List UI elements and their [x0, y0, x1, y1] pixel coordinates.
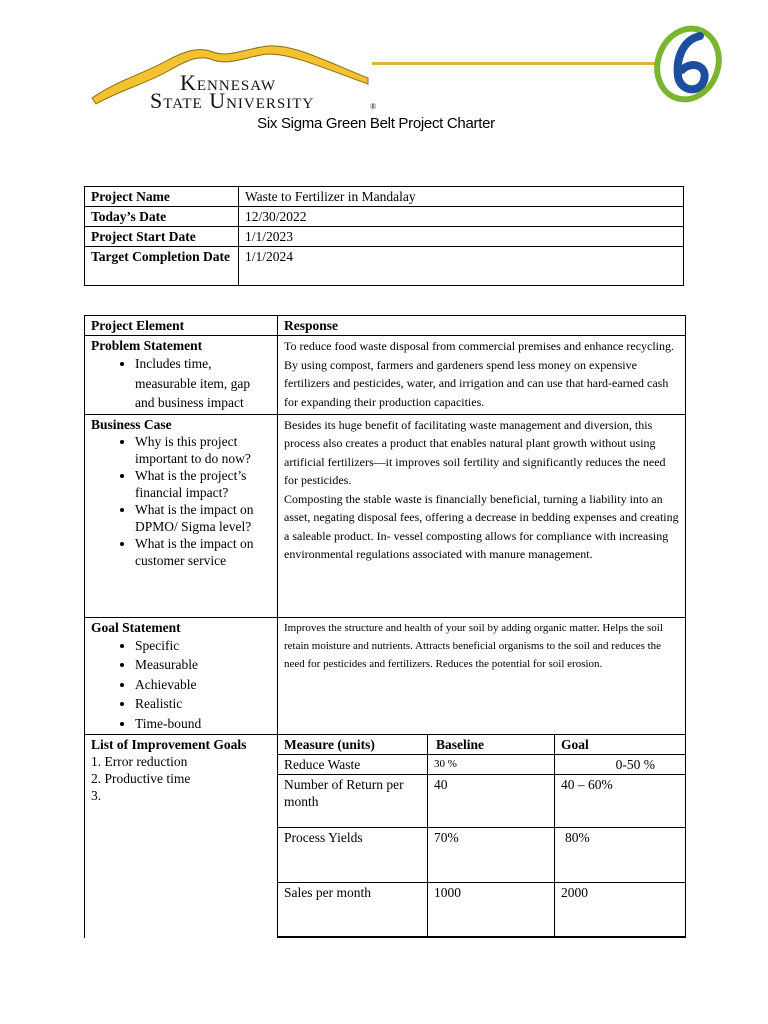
- business-case-response-p1: Besides its huge benefit of facilitating waste management and diversion, this process also creates a product that enables natural plant growth without using artificial fertilizers—it improves soil fertility and significantly reduces the need for pesticides.: [284, 417, 666, 487]
- start-date-label: Project Start Date: [85, 227, 239, 247]
- measure-cell: Reduce Waste: [278, 755, 428, 775]
- measure-cell: Number of Return per month: [278, 775, 428, 828]
- baseline-column-header: Baseline: [428, 735, 555, 755]
- goal-bullets: [91, 636, 271, 734]
- table-row: [85, 207, 684, 227]
- registered-mark: ®: [370, 102, 377, 111]
- baseline-cell: 70%: [428, 828, 555, 883]
- list-item: • Measurable: [135, 655, 271, 675]
- start-date-value: 1/1/2023: [239, 227, 684, 247]
- table-row: [85, 316, 686, 336]
- charter-table: [84, 315, 686, 938]
- table-row: [278, 883, 685, 937]
- business-bullets: [91, 433, 271, 569]
- improvement-goals-title: List of Improvement Goals: [91, 737, 247, 752]
- list-item: • Specific: [135, 636, 271, 656]
- project-name-value: Waste to Fertilizer in Mandalay: [239, 187, 684, 207]
- six-sigma-logo-icon: [652, 20, 732, 104]
- goal-cell: 80%: [555, 828, 686, 883]
- list-item: • Time-bound: [135, 714, 271, 734]
- table-row: [278, 828, 685, 883]
- completion-date-label: Target Completion Date: [85, 247, 239, 286]
- ksu-logo: [88, 40, 388, 118]
- table-row: [278, 775, 685, 828]
- list-item: • Realistic: [135, 694, 271, 714]
- goal-column-header: Goal: [555, 735, 686, 755]
- goal-cell: 0-50 %: [555, 755, 686, 775]
- table-row: [85, 617, 686, 735]
- list-item: • Why is this project important to do now?: [135, 433, 271, 467]
- goal-cell: 40 – 60%: [555, 775, 686, 828]
- baseline-cell: 1000: [428, 883, 555, 937]
- list-item: • What is the project’s financial impact?: [135, 467, 271, 501]
- completion-date-value: 1/1/2024: [239, 247, 684, 286]
- business-case-response-p2: Composting the stable waste is financially beneficial, turning a liability into an asset, negating disposal fees, offering a decrease in bedding expenses and creating a saleable product. In- vessel composting allows for compliance with increasing environmental regulations associated with manure management.: [284, 491, 679, 561]
- problem-bullets: [91, 354, 271, 413]
- list-item: 2. Productive time: [91, 771, 191, 786]
- baseline-cell: 40: [428, 775, 555, 828]
- table-row: [85, 336, 686, 415]
- table-row: [85, 735, 686, 938]
- logo-text-line2: State University: [150, 88, 315, 113]
- list-item: 1. Error reduction: [91, 754, 188, 769]
- todays-date-label: Today’s Date: [85, 207, 239, 227]
- list-item: • Includes time, measurable item, gap and business impact: [135, 354, 271, 413]
- measure-cell: Sales per month: [278, 883, 428, 937]
- goal-cell: 2000: [555, 883, 686, 937]
- element-column-header: Project Element: [85, 316, 278, 336]
- problem-statement-response: To reduce food waste disposal from commercial premises and enhance recycling. By using compost, farmers and gardeners spend less money on expensive fertilizers and pesticides, water, and irrigation and can use that hard-earned cash for expanding their production capacities.: [278, 336, 686, 415]
- project-name-label: Project Name: [85, 187, 239, 207]
- project-info-table: [84, 186, 684, 286]
- list-item: 3.: [91, 788, 102, 803]
- measure-column-header: Measure (units): [278, 735, 428, 755]
- business-case-title: Business Case: [91, 416, 172, 432]
- header-divider: [372, 62, 658, 65]
- logo-text-line1: Kennesaw: [180, 70, 277, 95]
- todays-date-value: 12/30/2022: [239, 207, 684, 227]
- goal-statement-title: Goal Statement: [91, 619, 181, 635]
- improvement-goals-table: [278, 735, 685, 937]
- response-column-header: Response: [278, 316, 686, 336]
- list-item: • What is the impact on customer service: [135, 535, 271, 569]
- table-row: [85, 414, 686, 617]
- table-row: [278, 735, 685, 755]
- table-row: [85, 187, 684, 207]
- problem-statement-title: Problem Statement: [91, 338, 203, 353]
- table-row: [85, 247, 684, 286]
- measure-cell: Process Yields: [278, 828, 428, 883]
- table-row: [85, 227, 684, 247]
- document-title: Six Sigma Green Belt Project Charter: [257, 115, 495, 132]
- list-item: • Achievable: [135, 675, 271, 695]
- table-row: [278, 755, 685, 775]
- goal-statement-response: Improves the structure and health of your soil by adding organic matter. Helps the soil retain moisture and nutrients. Attracts beneficial organisms to the soil and reduces the need for pesticides and fertilizers. Reduces the potential for soil erosion.: [278, 617, 686, 735]
- list-item: • What is the impact on DPMO/ Sigma level?: [135, 501, 271, 535]
- baseline-cell: 30 %: [428, 755, 555, 775]
